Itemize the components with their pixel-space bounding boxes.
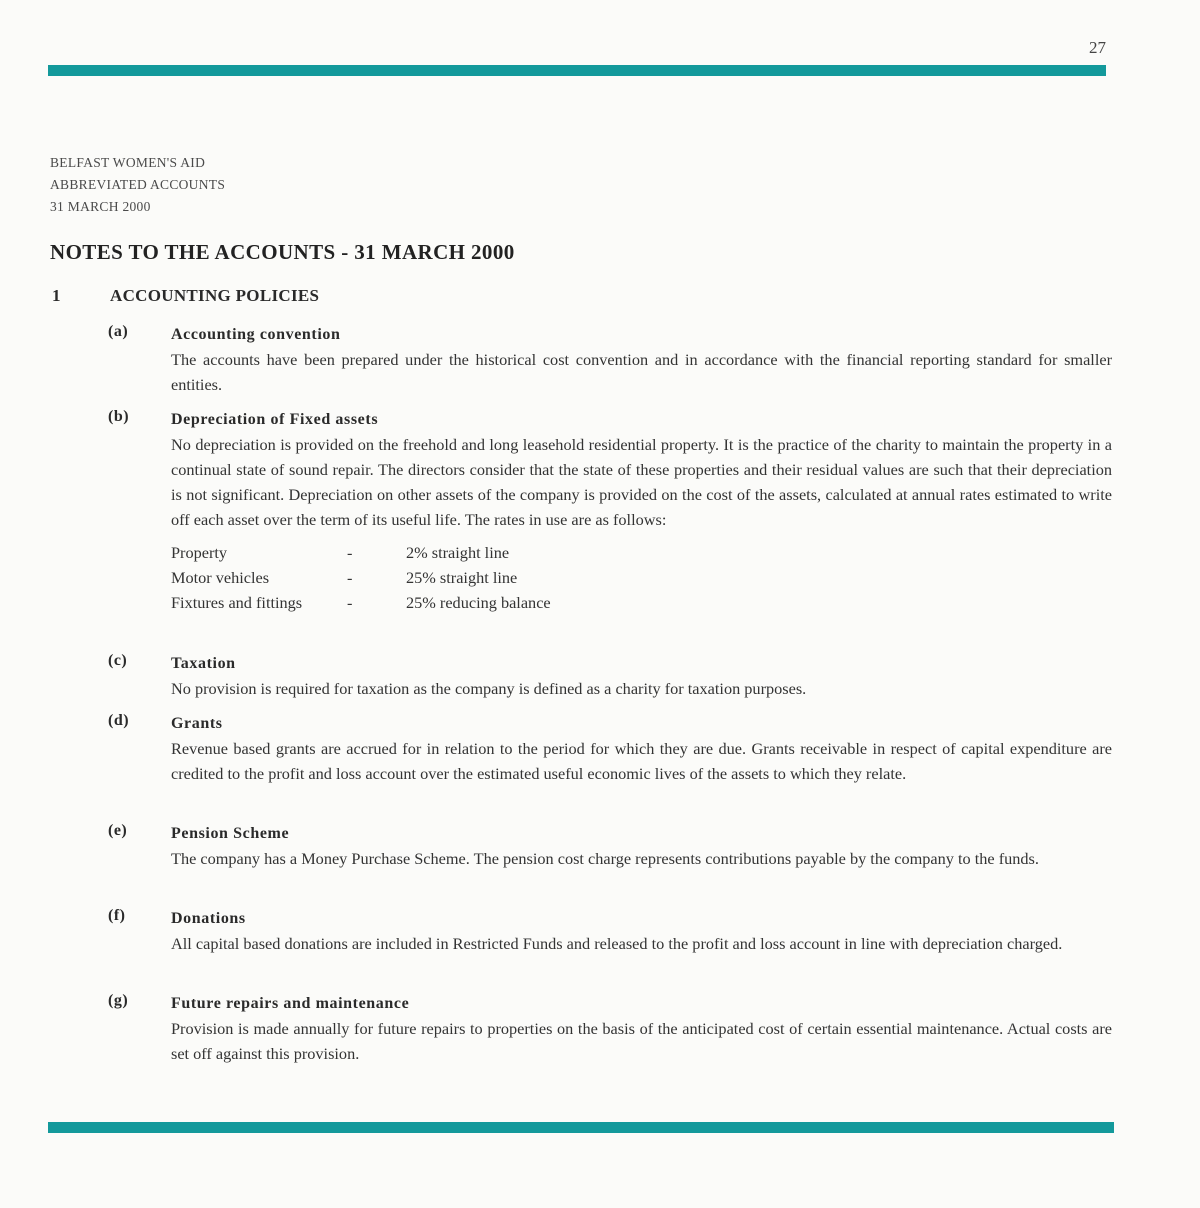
policy-heading: Future repairs and maintenance (171, 995, 410, 1012)
policy-heading: Taxation (171, 655, 236, 672)
policy-letter: (b) (108, 408, 130, 425)
rate-separator: - (347, 568, 353, 587)
policy-body: No provision is required for taxation as the company is defined as a charity for taxation purposes. (171, 679, 807, 698)
rate-row-motor-vehicles (171, 565, 1112, 590)
policy-body: The accounts have been prepared under the historical cost convention and in accordance with the financial reporting standard for smaller entities. (171, 350, 1112, 394)
policy-body: All capital based donations are included in Restricted Funds and released to the profit and loss account in line with depreciation charged. (171, 934, 1063, 953)
policy-letter: (g) (108, 992, 129, 1009)
policy-heading: Accounting convention (171, 326, 341, 343)
policy-letter: (d) (108, 712, 130, 729)
policy-letter: (f) (108, 907, 126, 924)
rate-row-property (171, 540, 1112, 565)
rate-row-fixtures (171, 590, 1112, 615)
rate-value: 2% straight line (406, 543, 510, 562)
rate-asset-name: Fixtures and fittings (171, 593, 303, 612)
policy-body: The company has a Money Purchase Scheme. The pension cost charge represents contributions payable by the company to the funds. (171, 849, 1039, 868)
rate-asset-name: Motor vehicles (171, 568, 270, 587)
policy-heading: Donations (171, 910, 246, 927)
page-number: 27 (1089, 38, 1106, 57)
rate-separator: - (347, 543, 353, 562)
section-title: ACCOUNTING POLICIES (110, 286, 320, 305)
document-header (50, 152, 225, 218)
policy-heading: Grants (171, 715, 223, 732)
rate-value: 25% straight line (406, 568, 518, 587)
policy-body: No depreciation is provided on the freehold and long leasehold residential property. It is the practice of the charity to maintain the property in a continual state of sound repair. The directors consider that the state of these properties and their residual values are such that their depreciation is not significant. Depreciation on other assets of the company is provided on the cost of the assets, calculated at annual rates estimated to write off each asset over the term of its useful life. The rates in use are as follows: (171, 435, 1112, 529)
depreciation-rates-table (171, 540, 1112, 615)
policy-body: Revenue based grants are accrued for in relation to the period for which they are due. Grants receivable in respect of capital expenditure are credited to the profit and loss account over the estimated useful economic lives of the assets to which they relate. (171, 739, 1112, 783)
policy-heading: Pension Scheme (171, 825, 290, 842)
report-date: 31 MARCH 2000 (50, 199, 151, 214)
top-divider (48, 65, 1106, 76)
bottom-divider (48, 1122, 1114, 1133)
rate-value: 25% reducing balance (406, 593, 551, 612)
page-title: NOTES TO THE ACCOUNTS - 31 MARCH 2000 (50, 240, 515, 264)
organisation-name: BELFAST WOMEN'S AID (50, 155, 206, 170)
section-number: 1 (52, 286, 61, 305)
policy-letter: (a) (108, 323, 129, 340)
rate-separator: - (347, 593, 353, 612)
policy-heading: Depreciation of Fixed assets (171, 411, 379, 428)
policy-body: Provision is made annually for future repairs to properties on the basis of the anticipated cost of certain essential maintenance. Actual costs are set off against this provision. (171, 1019, 1112, 1063)
policy-letter: (e) (108, 822, 128, 839)
rate-asset-name: Property (171, 543, 228, 562)
policy-letter: (c) (108, 652, 128, 669)
report-name: ABBREVIATED ACCOUNTS (50, 177, 226, 192)
